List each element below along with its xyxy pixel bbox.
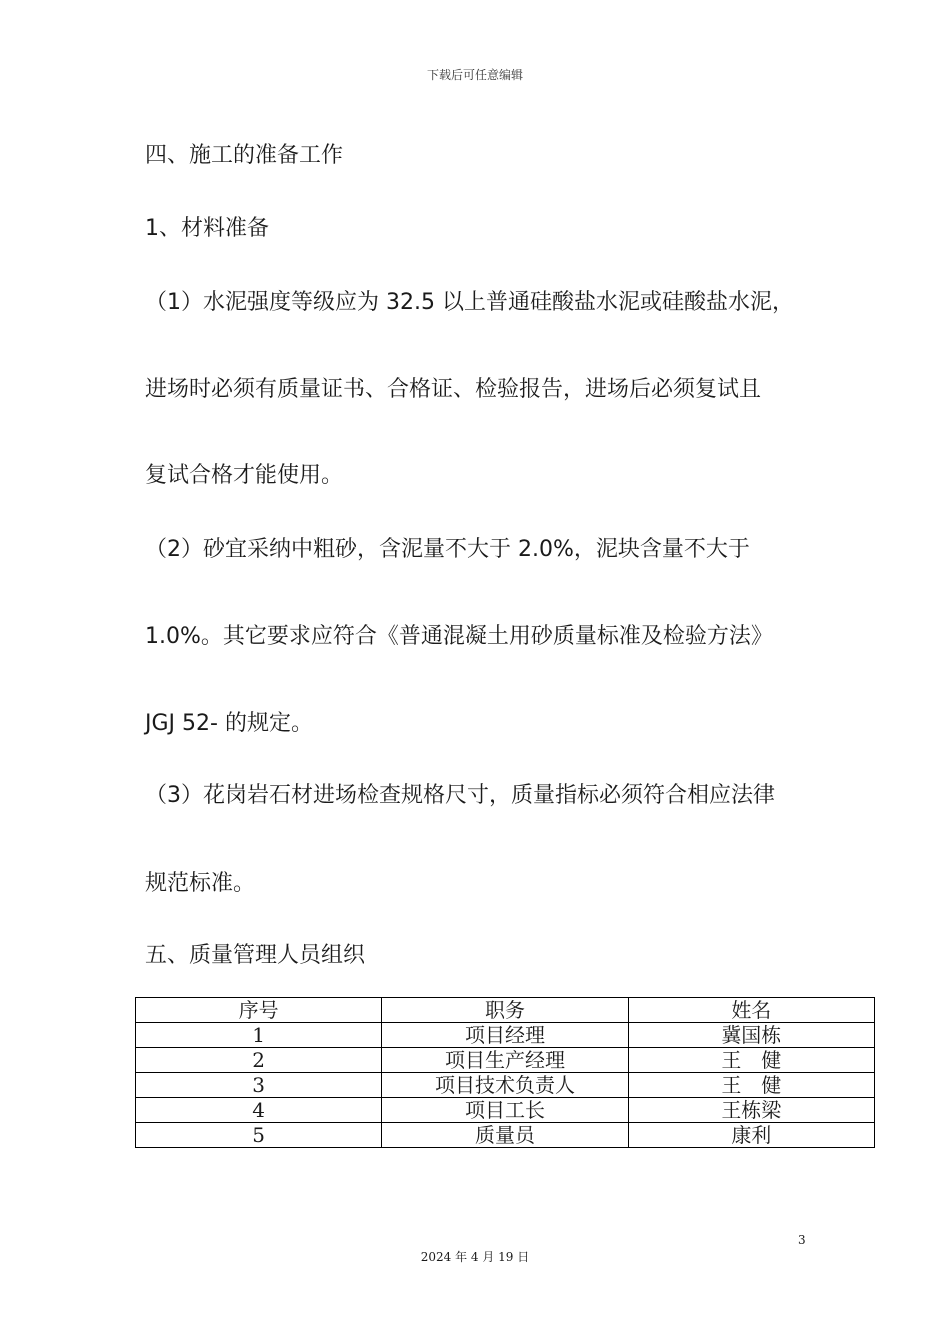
table-cell: 5 xyxy=(136,1123,382,1148)
column-header: 职务 xyxy=(382,998,628,1023)
section-heading-4: 四、施工的准备工作 xyxy=(145,143,344,168)
column-header: 姓名 xyxy=(628,998,874,1023)
table-cell: 4 xyxy=(136,1098,382,1123)
table-cell: 康利 xyxy=(628,1123,874,1148)
paragraph-line: 规范标准。 xyxy=(145,871,256,896)
table-cell: 王栋梁 xyxy=(628,1098,874,1123)
table-cell: 王 健 xyxy=(628,1073,874,1098)
table-row xyxy=(136,1023,875,1048)
table-cell: 项目经理 xyxy=(382,1023,628,1048)
table-cell: 王 健 xyxy=(628,1048,874,1073)
paragraph-line: 1.0%。其它要求应符合《普通混凝土用砂质量标准及检验方法》 xyxy=(145,624,773,649)
paragraph-line: 进场时必须有质量证书、合格证、检验报告，进场后必须复试且 xyxy=(145,377,762,402)
table-cell: 冀国栋 xyxy=(628,1023,874,1048)
page-number: 3 xyxy=(798,1233,806,1247)
table-cell: 项目生产经理 xyxy=(382,1048,628,1073)
page-header: 下载后可任意编辑 xyxy=(426,68,523,82)
table-cell: 2 xyxy=(136,1048,382,1073)
table-row xyxy=(136,1073,875,1098)
table-cell: 1 xyxy=(136,1023,382,1048)
table-cell: 项目工长 xyxy=(382,1098,628,1123)
page-footer-date: 2024 年 4 月 19 日 xyxy=(420,1250,530,1264)
table-row xyxy=(136,1048,875,1073)
paragraph-line: 复试合格才能使用。 xyxy=(145,463,344,488)
personnel-table xyxy=(135,997,875,1148)
table-header-row xyxy=(136,998,875,1023)
paragraph-line: JGJ 52- 的规定。 xyxy=(145,711,313,736)
table-cell: 项目技术负责人 xyxy=(382,1073,628,1098)
paragraph-line: （3）花岗岩石材进场检查规格尺寸，质量指标必须符合相应法律 xyxy=(145,783,775,808)
paragraph-line: （2）砂宜采纳中粗砂，含泥量不大于 2.0%，泥块含量不大于 xyxy=(145,537,750,562)
table-row xyxy=(136,1098,875,1123)
column-header: 序号 xyxy=(136,998,382,1023)
table-cell: 3 xyxy=(136,1073,382,1098)
subsection-heading-materials: 1、材料准备 xyxy=(145,216,269,241)
paragraph-line: （1）水泥强度等级应为 32.5 以上普通硅酸盐水泥或硅酸盐水泥， xyxy=(145,290,794,315)
table-cell: 质量员 xyxy=(382,1123,628,1148)
section-heading-5: 五、质量管理人员组织 xyxy=(145,943,366,968)
table-row xyxy=(136,1123,875,1148)
